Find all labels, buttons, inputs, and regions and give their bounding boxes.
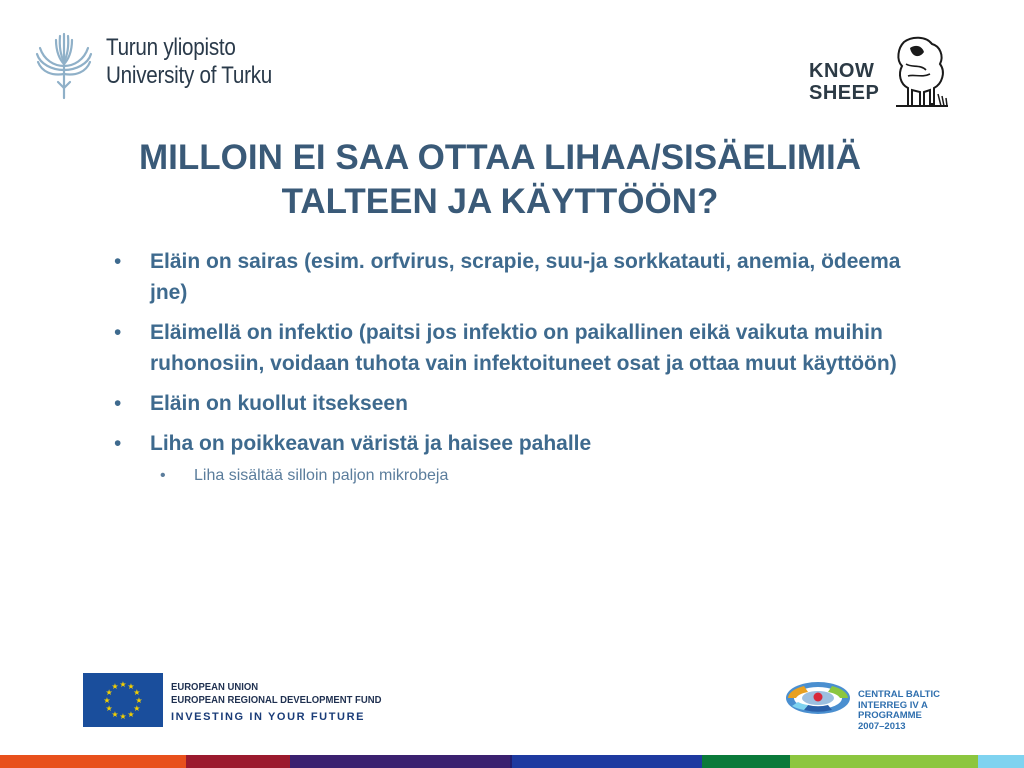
know-sheep-logo	[806, 34, 956, 114]
bullet-item	[108, 246, 908, 308]
eu-star-icon: ★	[133, 688, 141, 697]
bullet-dot-icon: •	[114, 432, 122, 455]
bullet-item	[108, 428, 908, 459]
eu-star-icon: ★	[105, 704, 113, 713]
slide-title-line-1: MILLOIN EI SAA OTTAA LIHAA/SISÄELIMIÄ	[138, 138, 861, 177]
eu-star-icon: ★	[103, 696, 111, 705]
color-bar-segment	[290, 755, 510, 768]
sheep-icon	[890, 34, 950, 110]
eu-star-icon: ★	[105, 688, 113, 697]
eu-regional-development-fund-logo	[83, 673, 383, 729]
eu-flag-icon	[83, 673, 163, 727]
eu-star-icon: ★	[135, 696, 143, 705]
eu-slogan-text: INVESTING IN YOUR FUTURE	[171, 711, 366, 723]
programme-line-4: 2007–2013	[858, 720, 906, 732]
color-bar-segment	[186, 755, 290, 768]
sub-bullet-item	[108, 464, 908, 488]
eu-union-text: EUROPEAN UNION	[171, 682, 259, 693]
color-bar-segment	[978, 755, 1024, 768]
eu-star-icon: ★	[111, 682, 119, 692]
university-emblem-icon	[34, 30, 94, 100]
color-bar-segment	[512, 755, 702, 768]
university-name-finnish: Turun yliopisto	[106, 34, 236, 61]
bullet-item	[108, 388, 908, 419]
programme-line-1: CENTRAL BALTIC	[858, 689, 940, 700]
bullet-text: Eläin on kuollut itsekseen	[150, 392, 408, 415]
sub-bullet-text: Liha sisältää silloin paljon mikrobeja	[194, 467, 449, 484]
university-name-english: University of Turku	[106, 62, 273, 89]
eu-star-icon: ★	[133, 704, 141, 713]
know-sheep-word-sheep: SHEEP	[809, 82, 880, 104]
bullet-list	[108, 246, 908, 488]
eu-star-icon: ★	[119, 712, 127, 721]
eu-star-icon: ★	[111, 709, 119, 719]
know-sheep-word-know: KNOW	[809, 60, 875, 82]
slide-title-line-2: TALTEEN JA KÄYTTÖÖN?	[281, 182, 719, 221]
color-bar-segment	[702, 755, 790, 768]
programme-line-2: INTERREG IV A	[858, 699, 928, 711]
eu-star-icon: ★	[119, 680, 127, 689]
central-baltic-interreg-logo	[784, 680, 954, 740]
bullet-dot-icon: •	[114, 392, 122, 415]
bottom-color-bar	[0, 755, 1024, 768]
sub-bullet-dot-icon: •	[160, 467, 166, 484]
color-bar-segment	[0, 755, 186, 768]
central-baltic-emblem-icon	[784, 680, 852, 716]
eu-star-icon: ★	[127, 682, 135, 692]
bullet-text: Eläin on sairas (esim. orfvirus, scrapie, suu-ja sorkkatauti, anemia, ödeema jne)	[150, 250, 901, 304]
bullet-dot-icon: •	[114, 250, 122, 273]
bullet-text: Liha on poikkeavan väristä ja haisee pahalle	[150, 432, 592, 455]
bullet-dot-icon: •	[114, 321, 122, 344]
color-bar-segment	[790, 755, 978, 768]
eu-star-icon: ★	[127, 709, 135, 719]
eu-fund-text: EUROPEAN REGIONAL DEVELOPMENT FUND	[171, 695, 382, 706]
programme-line-3: PROGRAMME	[858, 710, 922, 721]
bullet-item	[108, 317, 908, 379]
slide-title	[60, 136, 940, 224]
university-of-turku-logo	[34, 30, 294, 102]
bullet-text: Eläimellä on infektio (paitsi jos infektio on paikallinen eikä vaikuta muihin ruhonosiin, voidaan tuhota vain infektoituneet osat ja ottaa muut käyttöön)	[150, 321, 897, 375]
